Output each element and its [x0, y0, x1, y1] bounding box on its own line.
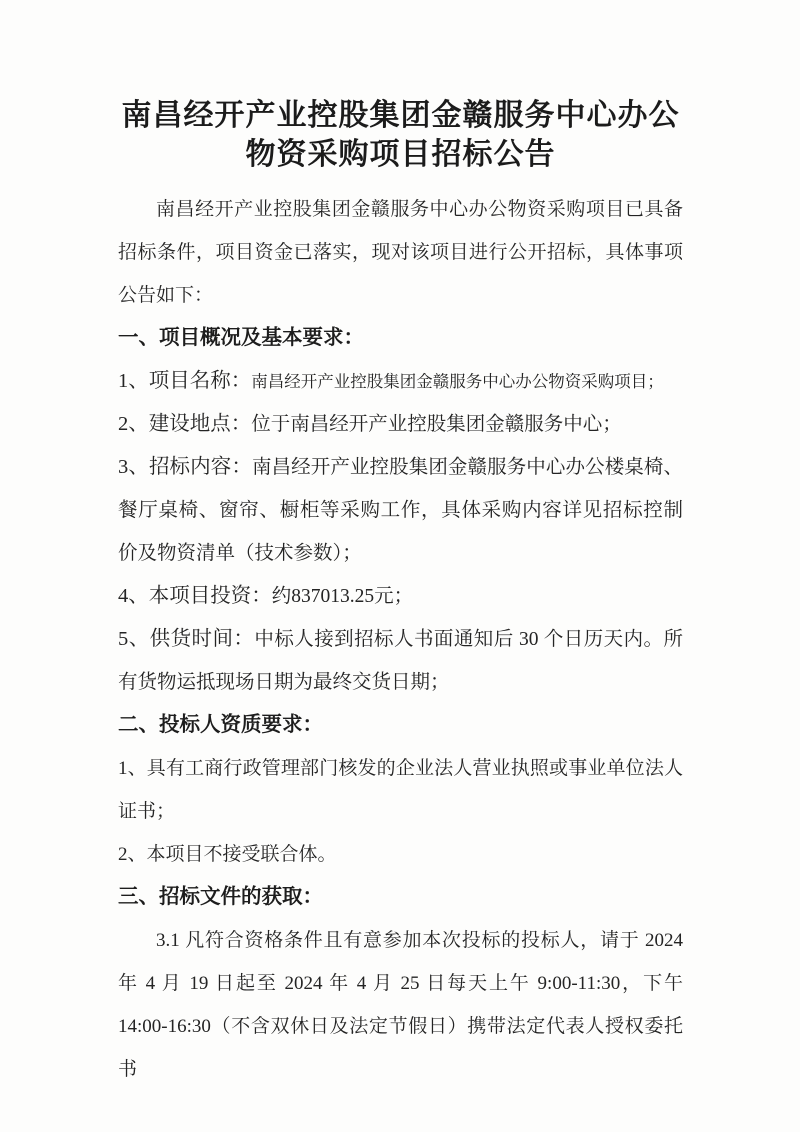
document-title	[118, 96, 683, 174]
item-label: 3、招标内容：	[118, 456, 252, 478]
list-item-no-consortium: 2、本项目不接受联合体。	[118, 844, 337, 865]
document-title-line-1: 南昌经开产业控股集团金赣服务中心办公	[121, 99, 680, 132]
item-label: 2、建设地点：	[118, 413, 252, 435]
section-1-heading: 一、项目概况及基本要求：	[118, 327, 364, 349]
item-value: 南昌经开产业控股集团金赣服务中心办公物资采购项目；	[251, 372, 664, 391]
list-item-investment	[118, 575, 683, 618]
item-value: 中标人接到招标人书面通知后 30 个日历天内。所有货物运抵现场日期为最终交货日期；	[118, 629, 683, 693]
document-acquisition-paragraph: 3.1 凡符合资格条件且有意参加本次投标的投标人，请于 2024 年 4 月 19 日起至 2024 年 4 月 25 日每天上午 9:00-11:30，下午 14:00-16:30（不含双休日及法定节假日）携带法定代表人授权委托书	[118, 930, 683, 1080]
item-value: 约837013.25元；	[271, 586, 414, 607]
list-item-location	[118, 403, 683, 446]
list-item-delivery-time	[118, 618, 683, 704]
section-2-heading: 二、投标人资质要求：	[118, 714, 323, 736]
item-label: 5、供货时间：	[118, 628, 255, 650]
item-value: 南昌经开产业控股集团金赣服务中心办公楼桌椅、餐厅桌椅、窗帘、橱柜等采购工作，具体采购内容详见招标控制价及物资清单（技术参数）；	[118, 457, 683, 564]
list-item-tender-content	[118, 446, 683, 575]
item-label: 1、项目名称：	[118, 370, 252, 392]
document-title-line-2: 物资采购项目招标公告	[245, 138, 556, 171]
list-item-project-name	[118, 360, 683, 403]
item-value: 位于南昌经开产业控股集团金赣服务中心；	[251, 414, 622, 435]
item-label: 4、本项目投资：	[118, 585, 272, 607]
section-3-heading: 三、招标文件的获取：	[118, 886, 323, 908]
intro-paragraph: 南昌经开产业控股集团金赣服务中心办公物资采购项目已具备招标条件，项目资金已落实，现对该项目进行公开招标，具体事项公告如下：	[118, 199, 683, 306]
list-item-qualification: 1、具有工商行政管理部门核发的企业法人营业执照或事业单位法人证书；	[118, 758, 683, 822]
